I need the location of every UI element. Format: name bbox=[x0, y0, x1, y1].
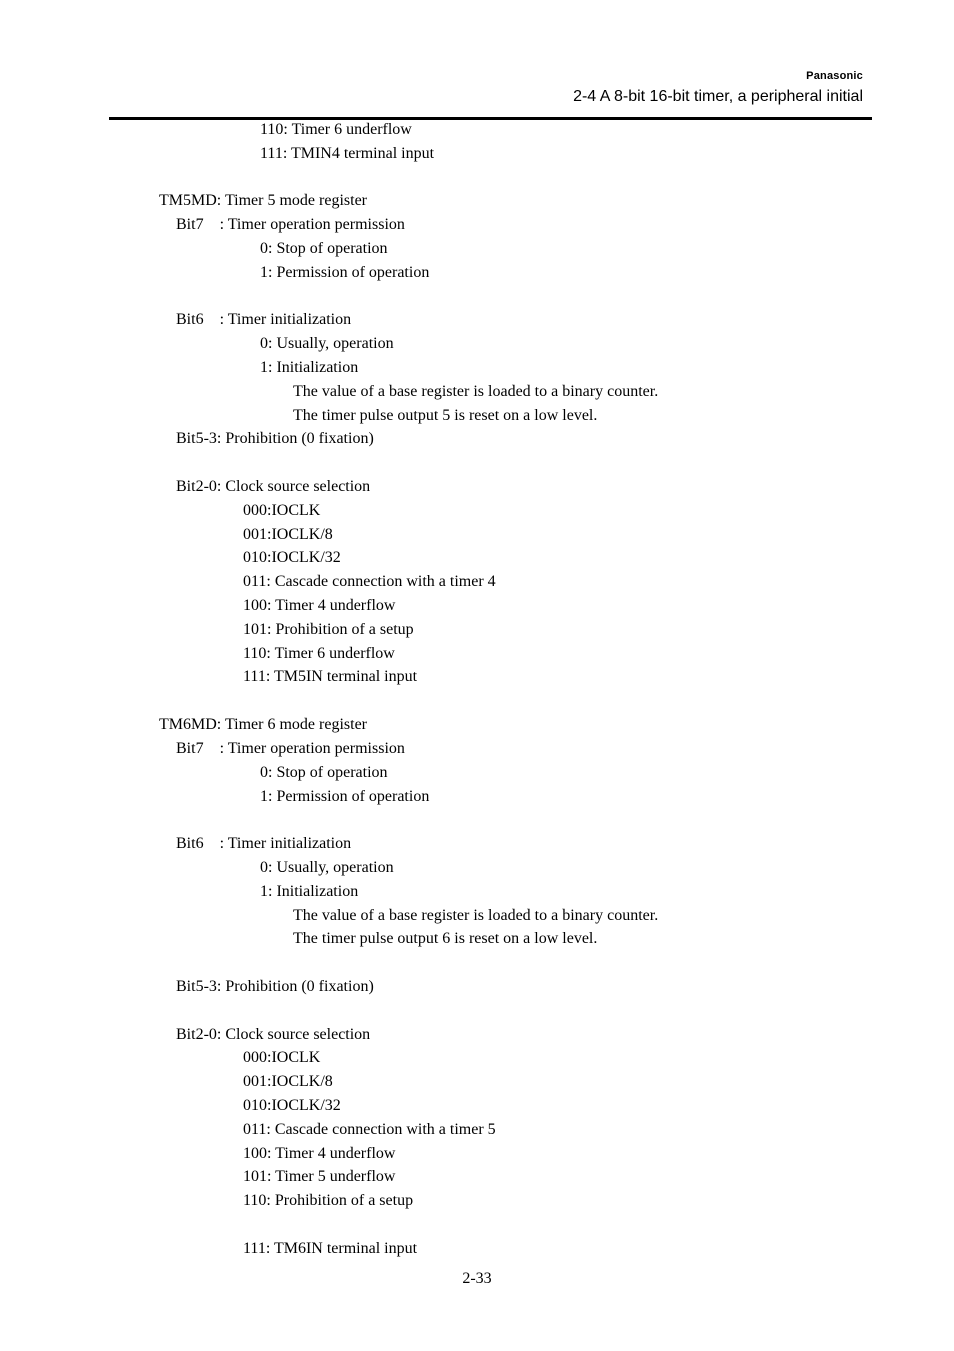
text-line: 000:IOCLK bbox=[243, 1049, 321, 1066]
brand-logo-text: Panasonic bbox=[806, 70, 863, 82]
register-heading: TM5MD: Timer 5 mode register bbox=[159, 192, 367, 209]
bit-heading: Bit7 : Timer operation permission bbox=[176, 740, 405, 757]
text-line: The timer pulse output 6 is reset on a low level. bbox=[293, 930, 598, 947]
text-line: 0: Usually, operation bbox=[260, 859, 394, 876]
text-line: The value of a base register is loaded to a binary counter. bbox=[293, 907, 659, 924]
bit-heading: Bit6 : Timer initialization bbox=[176, 311, 352, 328]
text-line: 1: Permission of operation bbox=[260, 264, 430, 281]
header-rule bbox=[109, 117, 872, 120]
bit-heading: Bit7 : Timer operation permission bbox=[176, 216, 405, 233]
bit-heading: Bit2-0: Clock source selection bbox=[176, 1026, 371, 1043]
text-line: 1: Initialization bbox=[260, 883, 359, 900]
text-line: The value of a base register is loaded to a binary counter. bbox=[293, 383, 659, 400]
text-line: 0: Stop of operation bbox=[260, 764, 388, 781]
text-line: 1: Permission of operation bbox=[260, 788, 430, 805]
text-line: 100: Timer 4 underflow bbox=[243, 597, 396, 614]
text-line: 100: Timer 4 underflow bbox=[243, 1145, 396, 1162]
bit-heading: Bit5-3: Prohibition (0 fixation) bbox=[176, 978, 374, 995]
text-line: 001:IOCLK/8 bbox=[243, 526, 333, 543]
section-header-title: 2-4 A 8-bit 16-bit timer, a peripheral initial bbox=[573, 88, 863, 105]
bit-heading: Bit2-0: Clock source selection bbox=[176, 478, 371, 495]
bit-heading: Bit6 : Timer initialization bbox=[176, 835, 352, 852]
text-line: 001:IOCLK/8 bbox=[243, 1073, 333, 1090]
page-number: 2-33 bbox=[462, 1270, 492, 1287]
text-line: 1: Initialization bbox=[260, 359, 359, 376]
text-line: 111: TM6IN terminal input bbox=[243, 1240, 418, 1257]
text-line: 110: Timer 6 underflow bbox=[260, 121, 412, 138]
text-line: 111: TM5IN terminal input bbox=[243, 668, 418, 685]
text-line: 0: Usually, operation bbox=[260, 335, 394, 352]
text-line: 110: Prohibition of a setup bbox=[243, 1192, 414, 1209]
text-line: 111: TMIN4 terminal input bbox=[260, 145, 435, 162]
text-line: 010:IOCLK/32 bbox=[243, 549, 341, 566]
register-heading: TM6MD: Timer 6 mode register bbox=[159, 716, 367, 733]
text-line: 010:IOCLK/32 bbox=[243, 1097, 341, 1114]
text-line: The timer pulse output 5 is reset on a low level. bbox=[293, 407, 598, 424]
text-line: 101: Timer 5 underflow bbox=[243, 1168, 396, 1185]
text-line: 101: Prohibition of a setup bbox=[243, 621, 414, 638]
text-line: 110: Timer 6 underflow bbox=[243, 645, 395, 662]
text-line: 011: Cascade connection with a timer 5 bbox=[243, 1121, 496, 1138]
text-line: 000:IOCLK bbox=[243, 502, 321, 519]
bit-heading: Bit5-3: Prohibition (0 fixation) bbox=[176, 430, 374, 447]
text-line: 0: Stop of operation bbox=[260, 240, 388, 257]
text-line: 011: Cascade connection with a timer 4 bbox=[243, 573, 496, 590]
